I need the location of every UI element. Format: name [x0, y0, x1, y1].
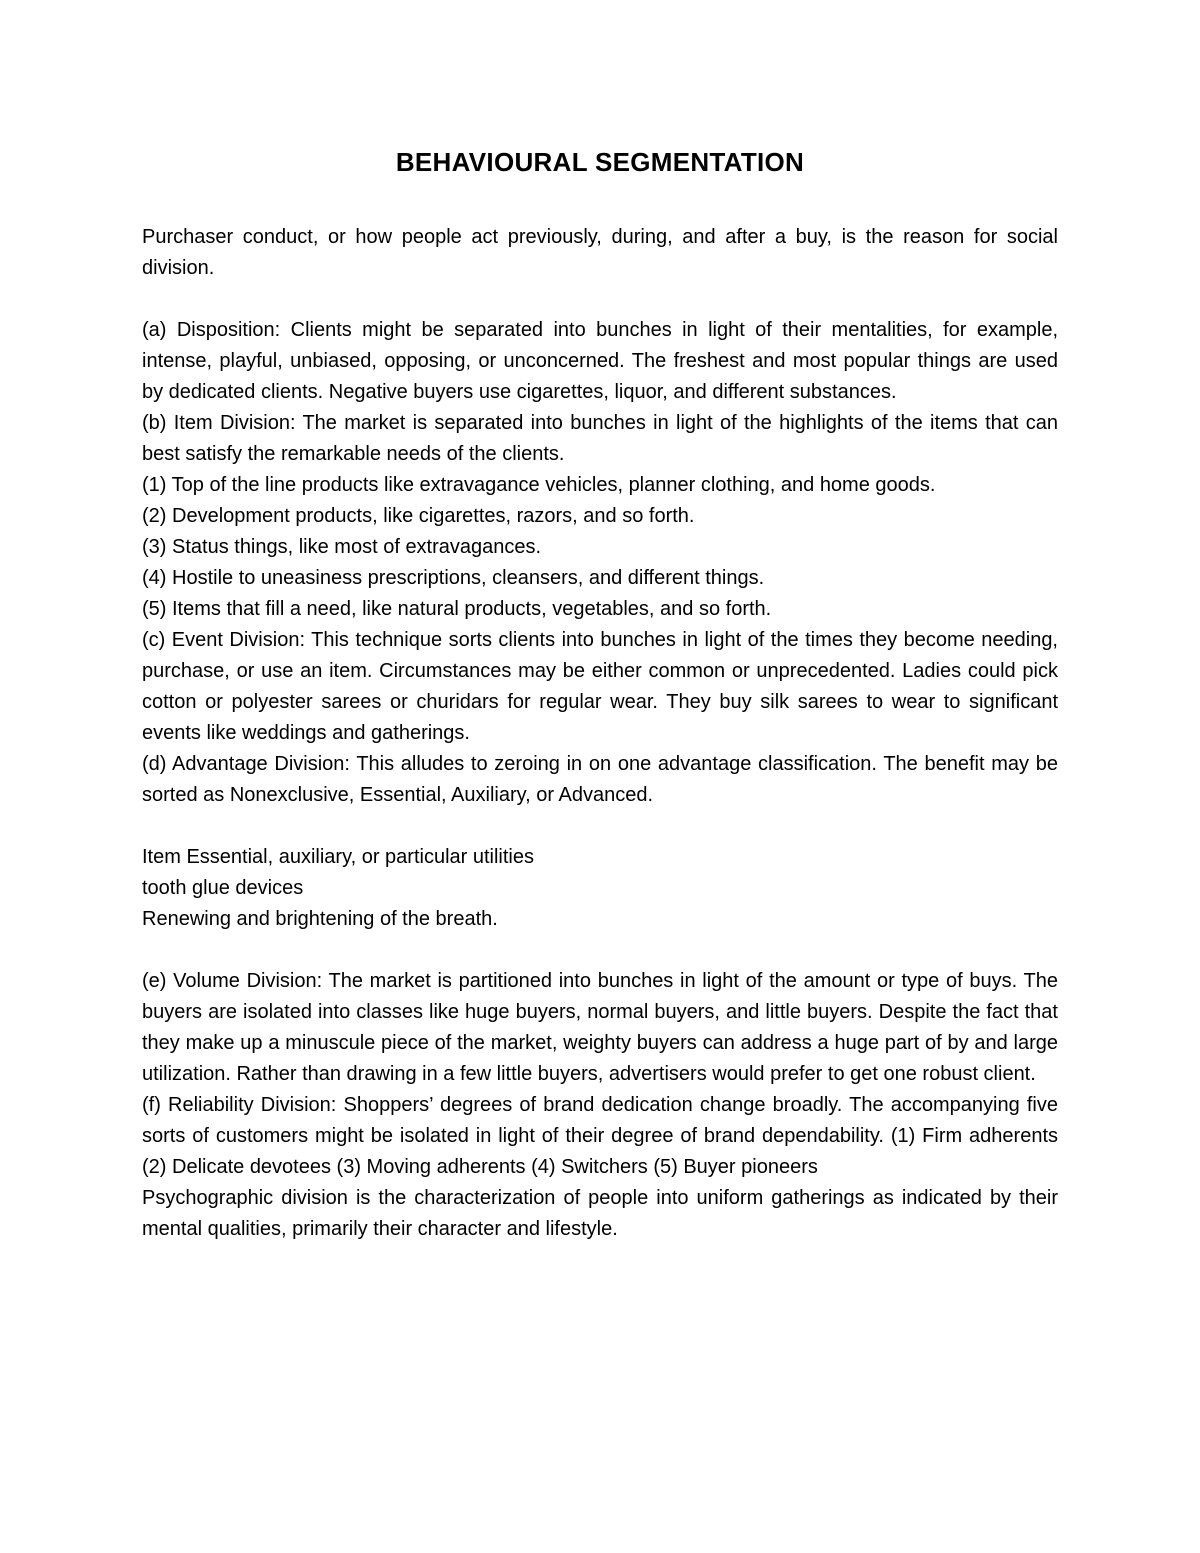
page-title: BEHAVIOURAL SEGMENTATION: [395, 147, 805, 177]
intro-paragraph: Purchaser conduct, or how people act previously, during, and after a buy, is the reason for social division.: [142, 226, 1058, 279]
list-item: (5) Items that fill a need, like natural products, vegetables, and so forth.: [142, 598, 772, 620]
advantage-line: Item Essential, auxiliary, or particular utilities: [142, 846, 534, 868]
paragraph-c-event-division: (c) Event Division: This technique sorts clients into bunches in light of the times they become needing, purchase, or use an item. Circumstances may be either common or unprecedented. Ladies could pick cotton or polyester sarees or churidars for regular wear. They buy silk sarees to wear to significant events like weddings and gatherings.: [142, 629, 1058, 744]
paragraph-f-reliability-division: (f) Reliability Division: Shoppers’ degrees of brand dedication change broadly. The accompanying five sorts of customers might be isolated in light of their degree of brand dependability. (1) Firm adherents (2) Delicate devotees (3) Moving adherents (4) Switchers (5) Buyer pioneers: [142, 1094, 1058, 1178]
document-body: [142, 142, 1058, 1245]
paragraph-d-advantage-division: (d) Advantage Division: This alludes to zeroing in on one advantage classification. The benefit may be sorted as Nonexclusive, Essential, Auxiliary, or Advanced.: [142, 753, 1058, 806]
paragraph-a-disposition: (a) Disposition: Clients might be separated into bunches in light of their mentalities, for example, intense, playful, unbiased, opposing, or unconcerned. The freshest and most popular things are used by dedicated clients. Negative buyers use cigarettes, liquor, and different substances.: [142, 319, 1058, 403]
list-item: (3) Status things, like most of extravagances.: [142, 536, 542, 558]
list-item: (4) Hostile to uneasiness prescriptions, cleansers, and different things.: [142, 567, 765, 589]
list-item: (2) Development products, like cigarettes, razors, and so forth.: [142, 505, 695, 527]
advantage-line: Renewing and brightening of the breath.: [142, 908, 498, 930]
paragraph-b-item-division: (b) Item Division: The market is separated into bunches in light of the highlights of the items that can best satisfy the remarkable needs of the clients.: [142, 412, 1058, 465]
advantage-line: tooth glue devices: [142, 877, 304, 899]
list-item: (1) Top of the line products like extravagance vehicles, planner clothing, and home goods.: [142, 474, 936, 496]
closing-paragraph: Psychographic division is the characterization of people into uniform gatherings as indicated by their mental qualities, primarily their character and lifestyle.: [142, 1187, 1058, 1240]
paragraph-e-volume-division: (e) Volume Division: The market is partitioned into bunches in light of the amount or type of buys. The buyers are isolated into classes like huge buyers, normal buyers, and little buyers. Despite the fact that they make up a minuscule piece of the market, weighty buyers can address a huge part of by and large utilization. Rather than drawing in a few little buyers, advertisers would prefer to get one robust client.: [142, 970, 1058, 1085]
